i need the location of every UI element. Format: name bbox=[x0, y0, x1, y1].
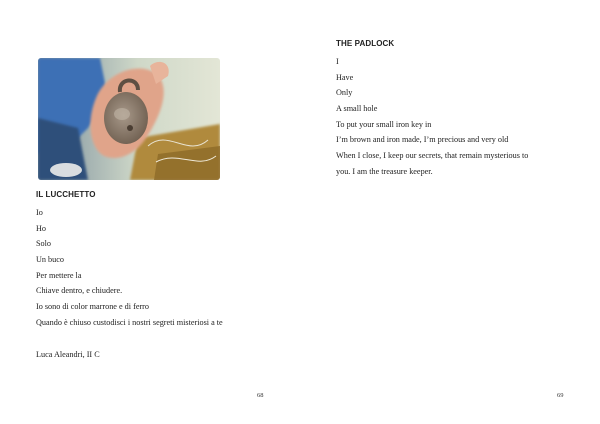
poem-line: I’m brown and iron made, I’m precious and very old bbox=[336, 135, 509, 145]
poem-line: Un buco bbox=[36, 255, 64, 265]
padlock-photo-image bbox=[38, 58, 220, 180]
poem-line: I bbox=[336, 57, 339, 66]
english-poem-lines bbox=[336, 54, 528, 180]
padlock-photo bbox=[38, 58, 220, 180]
poem-line: Solo bbox=[36, 239, 52, 249]
poem-line: When I close, I keep our secrets, that remain mysterious to bbox=[336, 151, 529, 161]
poem-line: Io sono di color marrone e di ferro bbox=[36, 302, 149, 312]
page-number-left: 68 bbox=[257, 392, 264, 399]
poem-line: Quando è chiuso custodisci i nostri segreti misteriosi a te bbox=[36, 317, 223, 327]
poem-line: you. I am the treasure keeper. bbox=[336, 166, 433, 176]
poem-line: Ho bbox=[36, 223, 47, 233]
poem-line: Per mettere la bbox=[36, 270, 82, 280]
author-credit: Luca Aleandri, II C bbox=[36, 350, 100, 359]
page-number-right: 69 bbox=[557, 392, 564, 399]
poem-line: Have bbox=[336, 72, 354, 82]
poem-line: Only bbox=[336, 88, 353, 98]
poem-line: A small hole bbox=[336, 104, 378, 114]
poem-line: Chiave dentro, e chiudere. bbox=[36, 286, 123, 296]
poem-line: To put your small iron key in bbox=[336, 119, 432, 129]
right-page bbox=[300, 0, 600, 424]
italian-poem-lines bbox=[36, 205, 223, 331]
english-poem-title: THE PADLOCK bbox=[336, 39, 395, 48]
italian-poem-title: IL LUCCHETTO bbox=[36, 190, 96, 199]
poem-line: Io bbox=[36, 208, 43, 217]
